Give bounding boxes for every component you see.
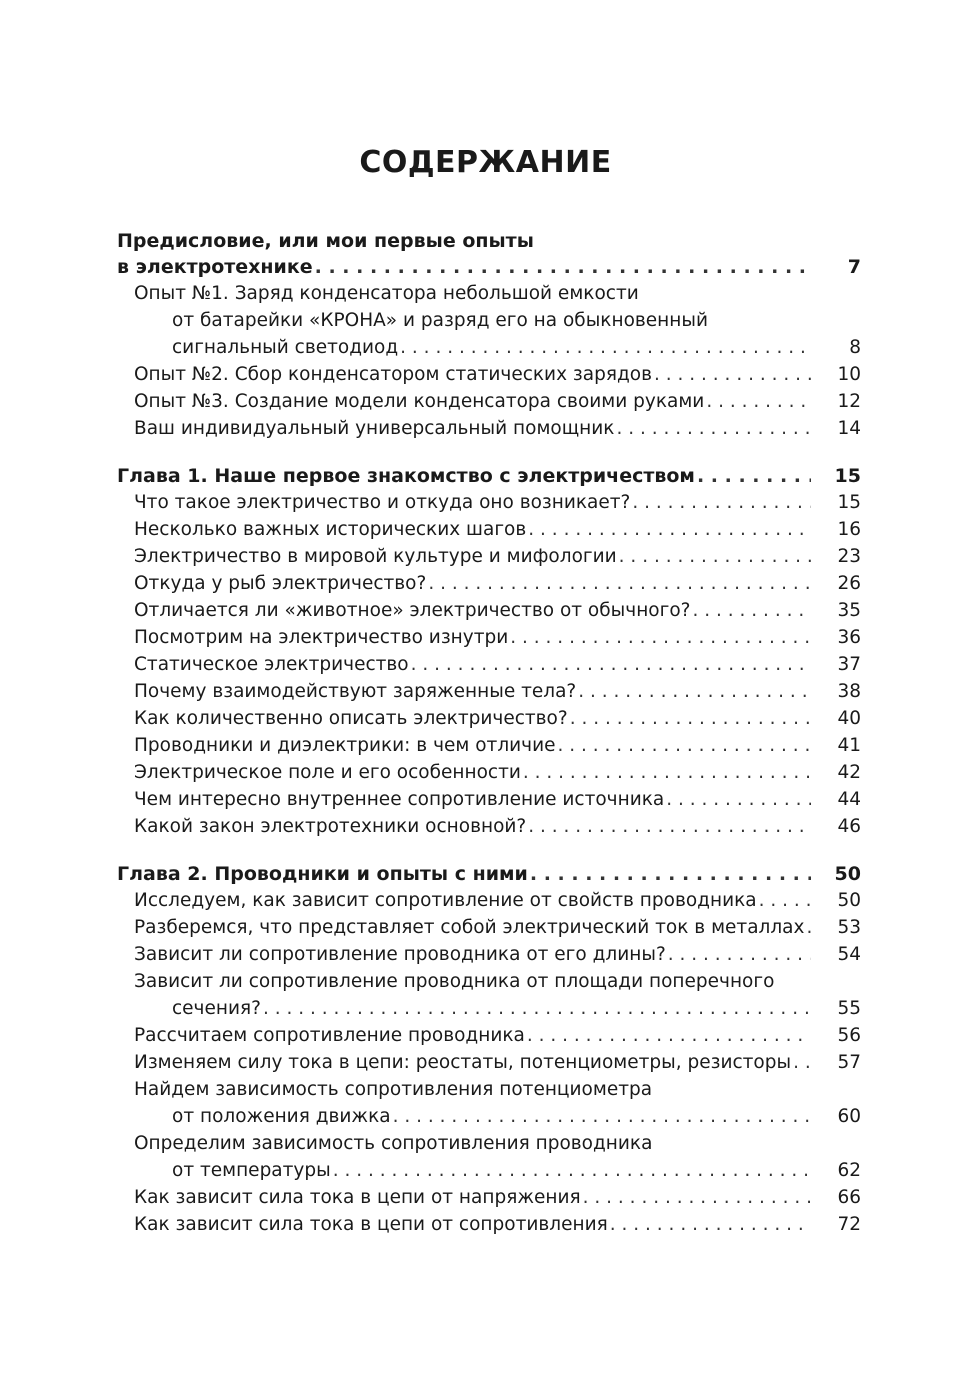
page-number: 15 (837, 492, 861, 513)
toc-item[interactable] (117, 489, 861, 516)
toc-item[interactable] (117, 941, 861, 968)
toc-item-text: сечения? (172, 998, 261, 1019)
toc-item-text: Что такое электричество и откуда оно возникает? (134, 492, 631, 513)
toc-item[interactable] (117, 361, 861, 388)
toc-item-text: Электрическое поле и его особенности (134, 762, 521, 783)
dot-leader (668, 941, 811, 968)
dot-leader (528, 516, 811, 543)
chapter-title: Глава 2. Проводники и опыты с ними (117, 863, 528, 885)
page-number: 14 (837, 418, 861, 439)
toc-item-text: Какой закон электротехники основной? (134, 816, 527, 837)
page-number: 35 (837, 600, 861, 621)
toc-item[interactable] (117, 968, 861, 1022)
dot-leader (632, 489, 811, 516)
toc-item-text: Электричество в мировой культуре и мифологии (134, 546, 617, 567)
table-of-contents (117, 228, 861, 1238)
dot-leader (411, 651, 811, 678)
dot-leader (619, 543, 811, 570)
page-number: 36 (837, 627, 861, 648)
dot-leader (400, 334, 811, 361)
toc-preface-line2: в электротехнике (117, 256, 313, 278)
page-number: 50 (834, 863, 861, 885)
dot-leader (578, 678, 811, 705)
dot-leader (706, 388, 811, 415)
dot-leader (558, 732, 812, 759)
page-number: 60 (837, 1106, 861, 1127)
dot-leader (393, 1103, 811, 1130)
toc-item-text: Исследуем, как зависит сопротивление от свойств проводника (134, 890, 757, 911)
toc-chapter-1[interactable] (117, 463, 861, 489)
toc-item-text: Ваш индивидуальный универсальный помощник (134, 418, 615, 439)
dot-leader (583, 1184, 811, 1211)
page-number: 44 (837, 789, 861, 810)
dot-leader (315, 254, 811, 280)
toc-item[interactable] (117, 415, 861, 442)
toc-item-line: Опыт №1. Заряд конденсатора небольшой емкости (134, 283, 639, 304)
dot-leader (428, 570, 811, 597)
toc-item-text: от температуры (172, 1160, 331, 1181)
toc-item-text: Как зависит сила тока в цепи от сопротивления (134, 1214, 608, 1235)
toc-item-text: Посмотрим на электричество изнутри (134, 627, 509, 648)
toc-item-line: Зависит ли сопротивление проводника от площади поперечного (134, 971, 775, 992)
dot-leader (510, 624, 811, 651)
dot-leader (692, 597, 811, 624)
page-number: 26 (837, 573, 861, 594)
page-number: 62 (837, 1160, 861, 1181)
toc-item-text: Опыт №2. Сбор конденсатором статических зарядов (134, 364, 652, 385)
page-title: СОДЕРЖАНИЕ (359, 145, 612, 180)
toc-item[interactable] (117, 597, 861, 624)
toc-item[interactable] (117, 678, 861, 705)
toc-item[interactable] (117, 887, 861, 914)
dot-leader (570, 705, 811, 732)
page-number: 37 (837, 654, 861, 675)
page-number: 15 (834, 465, 861, 487)
toc-item[interactable] (117, 543, 861, 570)
toc-item-text: Проводники и диэлектрики: в чем отличие (134, 735, 556, 756)
page-number: 72 (837, 1214, 861, 1235)
page-number: 7 (847, 256, 861, 278)
toc-item[interactable] (117, 786, 861, 813)
toc-item[interactable] (117, 759, 861, 786)
page-number: 12 (837, 391, 861, 412)
page-number: 50 (837, 890, 861, 911)
toc-item-text: Как зависит сила тока в цепи от напряжения (134, 1187, 581, 1208)
toc-item[interactable] (117, 388, 861, 415)
toc-item-text: Изменяем силу тока в цепи: реостаты, потенциометры, резисторы (134, 1052, 792, 1073)
page-number: 40 (837, 708, 861, 729)
toc-item-text: Как количественно описать электричество? (134, 708, 568, 729)
toc-item-line: Определим зависимость сопротивления проводника (134, 1133, 653, 1154)
toc-item-text: Разберемся, что представляет собой электрический ток в металлах (134, 917, 805, 938)
dot-leader (528, 813, 811, 840)
dot-leader (527, 1022, 811, 1049)
toc-item[interactable] (117, 813, 861, 840)
dot-leader (793, 1049, 811, 1076)
toc-item[interactable] (117, 705, 861, 732)
toc-item-line: от батарейки «КРОНА» и разряд его на обыкновенный (172, 310, 709, 331)
dot-leader (610, 1211, 811, 1238)
page-number: 57 (837, 1052, 861, 1073)
toc-item[interactable] (117, 570, 861, 597)
toc-item[interactable] (117, 1130, 861, 1184)
page-number: 41 (837, 735, 861, 756)
toc-item-text: Рассчитаем сопротивление проводника (134, 1025, 525, 1046)
dot-leader (523, 759, 811, 786)
toc-item[interactable] (117, 651, 861, 678)
toc-item[interactable] (117, 1022, 861, 1049)
page-number: 8 (849, 337, 861, 358)
toc-item-text: Зависит ли сопротивление проводника от его длины? (134, 944, 666, 965)
toc-item-line: Найдем зависимость сопротивления потенциометра (134, 1079, 653, 1100)
dot-leader (333, 1157, 811, 1184)
toc-item[interactable] (117, 1211, 861, 1238)
toc-chapter-2[interactable] (117, 861, 861, 887)
toc-item-text: Статическое электричество (134, 654, 409, 675)
page-number: 54 (837, 944, 861, 965)
toc-item[interactable] (117, 1076, 861, 1130)
toc-item[interactable] (117, 732, 861, 759)
dot-leader (806, 914, 811, 941)
toc-item[interactable] (117, 914, 861, 941)
page-number: 38 (837, 681, 861, 702)
page-number: 56 (837, 1025, 861, 1046)
page-number: 16 (837, 519, 861, 540)
toc-item-line: сигнальный светодиод (172, 337, 399, 358)
dot-leader (654, 361, 811, 388)
toc-item-text: Почему взаимодействуют заряженные тела? (134, 681, 577, 702)
toc-preface-line1: Предисловие, или мои первые опыты (117, 230, 534, 252)
dot-leader (759, 887, 811, 914)
page-number: 53 (837, 917, 861, 938)
dot-leader (666, 786, 811, 813)
toc-item-text: Несколько важных исторических шагов (134, 519, 527, 540)
dot-leader (697, 463, 811, 489)
toc-item-text: от положения движка (172, 1106, 391, 1127)
toc-item-text: Чем интересно внутреннее сопротивление источника (134, 789, 665, 810)
chapter-title: Глава 1. Наше первое знакомство с электричеством (117, 465, 695, 487)
page-number: 55 (837, 998, 861, 1019)
toc-item[interactable] (117, 280, 861, 361)
toc-item-text: Опыт №3. Создание модели конденсатора своими руками (134, 391, 705, 412)
page-number: 66 (837, 1187, 861, 1208)
page-number: 23 (837, 546, 861, 567)
toc-item[interactable] (117, 1049, 861, 1076)
toc-item-text: Откуда у рыб электричество? (134, 573, 427, 594)
toc-item[interactable] (117, 516, 861, 543)
toc-preface[interactable] (117, 228, 861, 280)
toc-item[interactable] (117, 624, 861, 651)
dot-leader (530, 861, 811, 887)
page-number: 42 (837, 762, 861, 783)
toc-item[interactable] (117, 1184, 861, 1211)
dot-leader (616, 415, 811, 442)
page-number: 46 (837, 816, 861, 837)
page-number: 10 (837, 364, 861, 385)
toc-item-text: Отличается ли «животное» электричество от обычного? (134, 600, 691, 621)
dot-leader (263, 995, 811, 1022)
